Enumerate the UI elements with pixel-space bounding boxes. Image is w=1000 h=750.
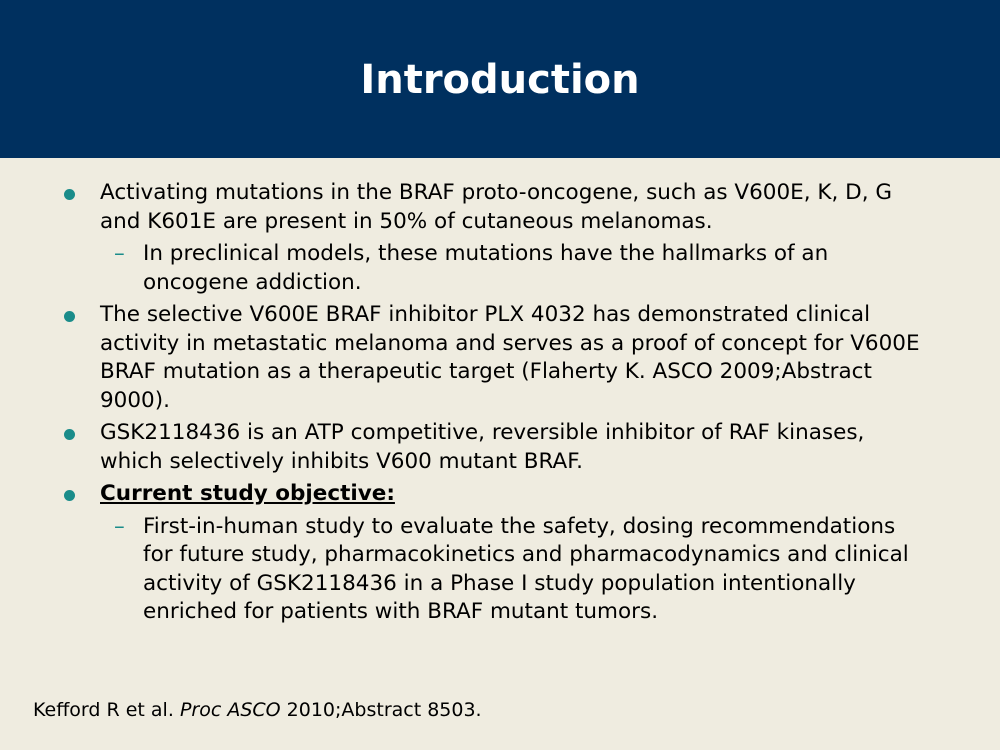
- bullet-text: The selective V600E BRAF inhibitor PLX 4032 has demonstrated clinical activity in metastatic melanoma and serves as a proof of concept for V600E BRAF mutation as a therapeutic target (Flaherty K. ASCO 2009;Abstract 9000).: [100, 302, 920, 413]
- slide-title: Introduction: [360, 57, 640, 103]
- bullet-dot-icon: [64, 189, 75, 200]
- citation-journal: Proc ASCO: [179, 699, 281, 721]
- bullet-dot-icon: [64, 490, 75, 501]
- citation-details: 2010;Abstract 8503.: [286, 699, 482, 721]
- sub-bullet-text: First-in-human study to evaluate the safety, dosing recommendations for future study, pharmacokinetics and pharmacodynamics and clinical activity of GSK2118436 in a Phase I study population intentionally enriched for patients with BRAF mutant tumors.: [143, 513, 909, 624]
- bullet-item-1: [0, 179, 1000, 236]
- objective-heading: Current study objective:: [100, 481, 395, 506]
- sub-bullet-item-1: [0, 240, 1000, 297]
- sub-bullet-text: In preclinical models, these mutations have the hallmarks of an oncogene addiction.: [143, 241, 829, 295]
- bullet-text: Activating mutations in the BRAF proto-oncogene, such as V600E, K, D, G and K601E are present in 50% of cutaneous melanomas.: [100, 180, 893, 234]
- citation-authors: Kefford R et al.: [33, 699, 174, 721]
- citation: [33, 697, 482, 723]
- bullet-item-2: [0, 301, 1000, 415]
- bullet-text: GSK2118436 is an ATP competitive, reversible inhibitor of RAF kinases, which selectively inhibits V600 mutant BRAF.: [100, 420, 865, 474]
- bullet-item-3: [0, 419, 1000, 476]
- dash-icon: –: [114, 513, 125, 539]
- slide-content: [0, 179, 1000, 631]
- bullet-item-4: [0, 480, 1000, 509]
- bullet-dot-icon: [64, 429, 75, 440]
- sub-bullet-item-2: [0, 513, 1000, 627]
- bullet-dot-icon: [64, 311, 75, 322]
- dash-icon: –: [114, 241, 125, 266]
